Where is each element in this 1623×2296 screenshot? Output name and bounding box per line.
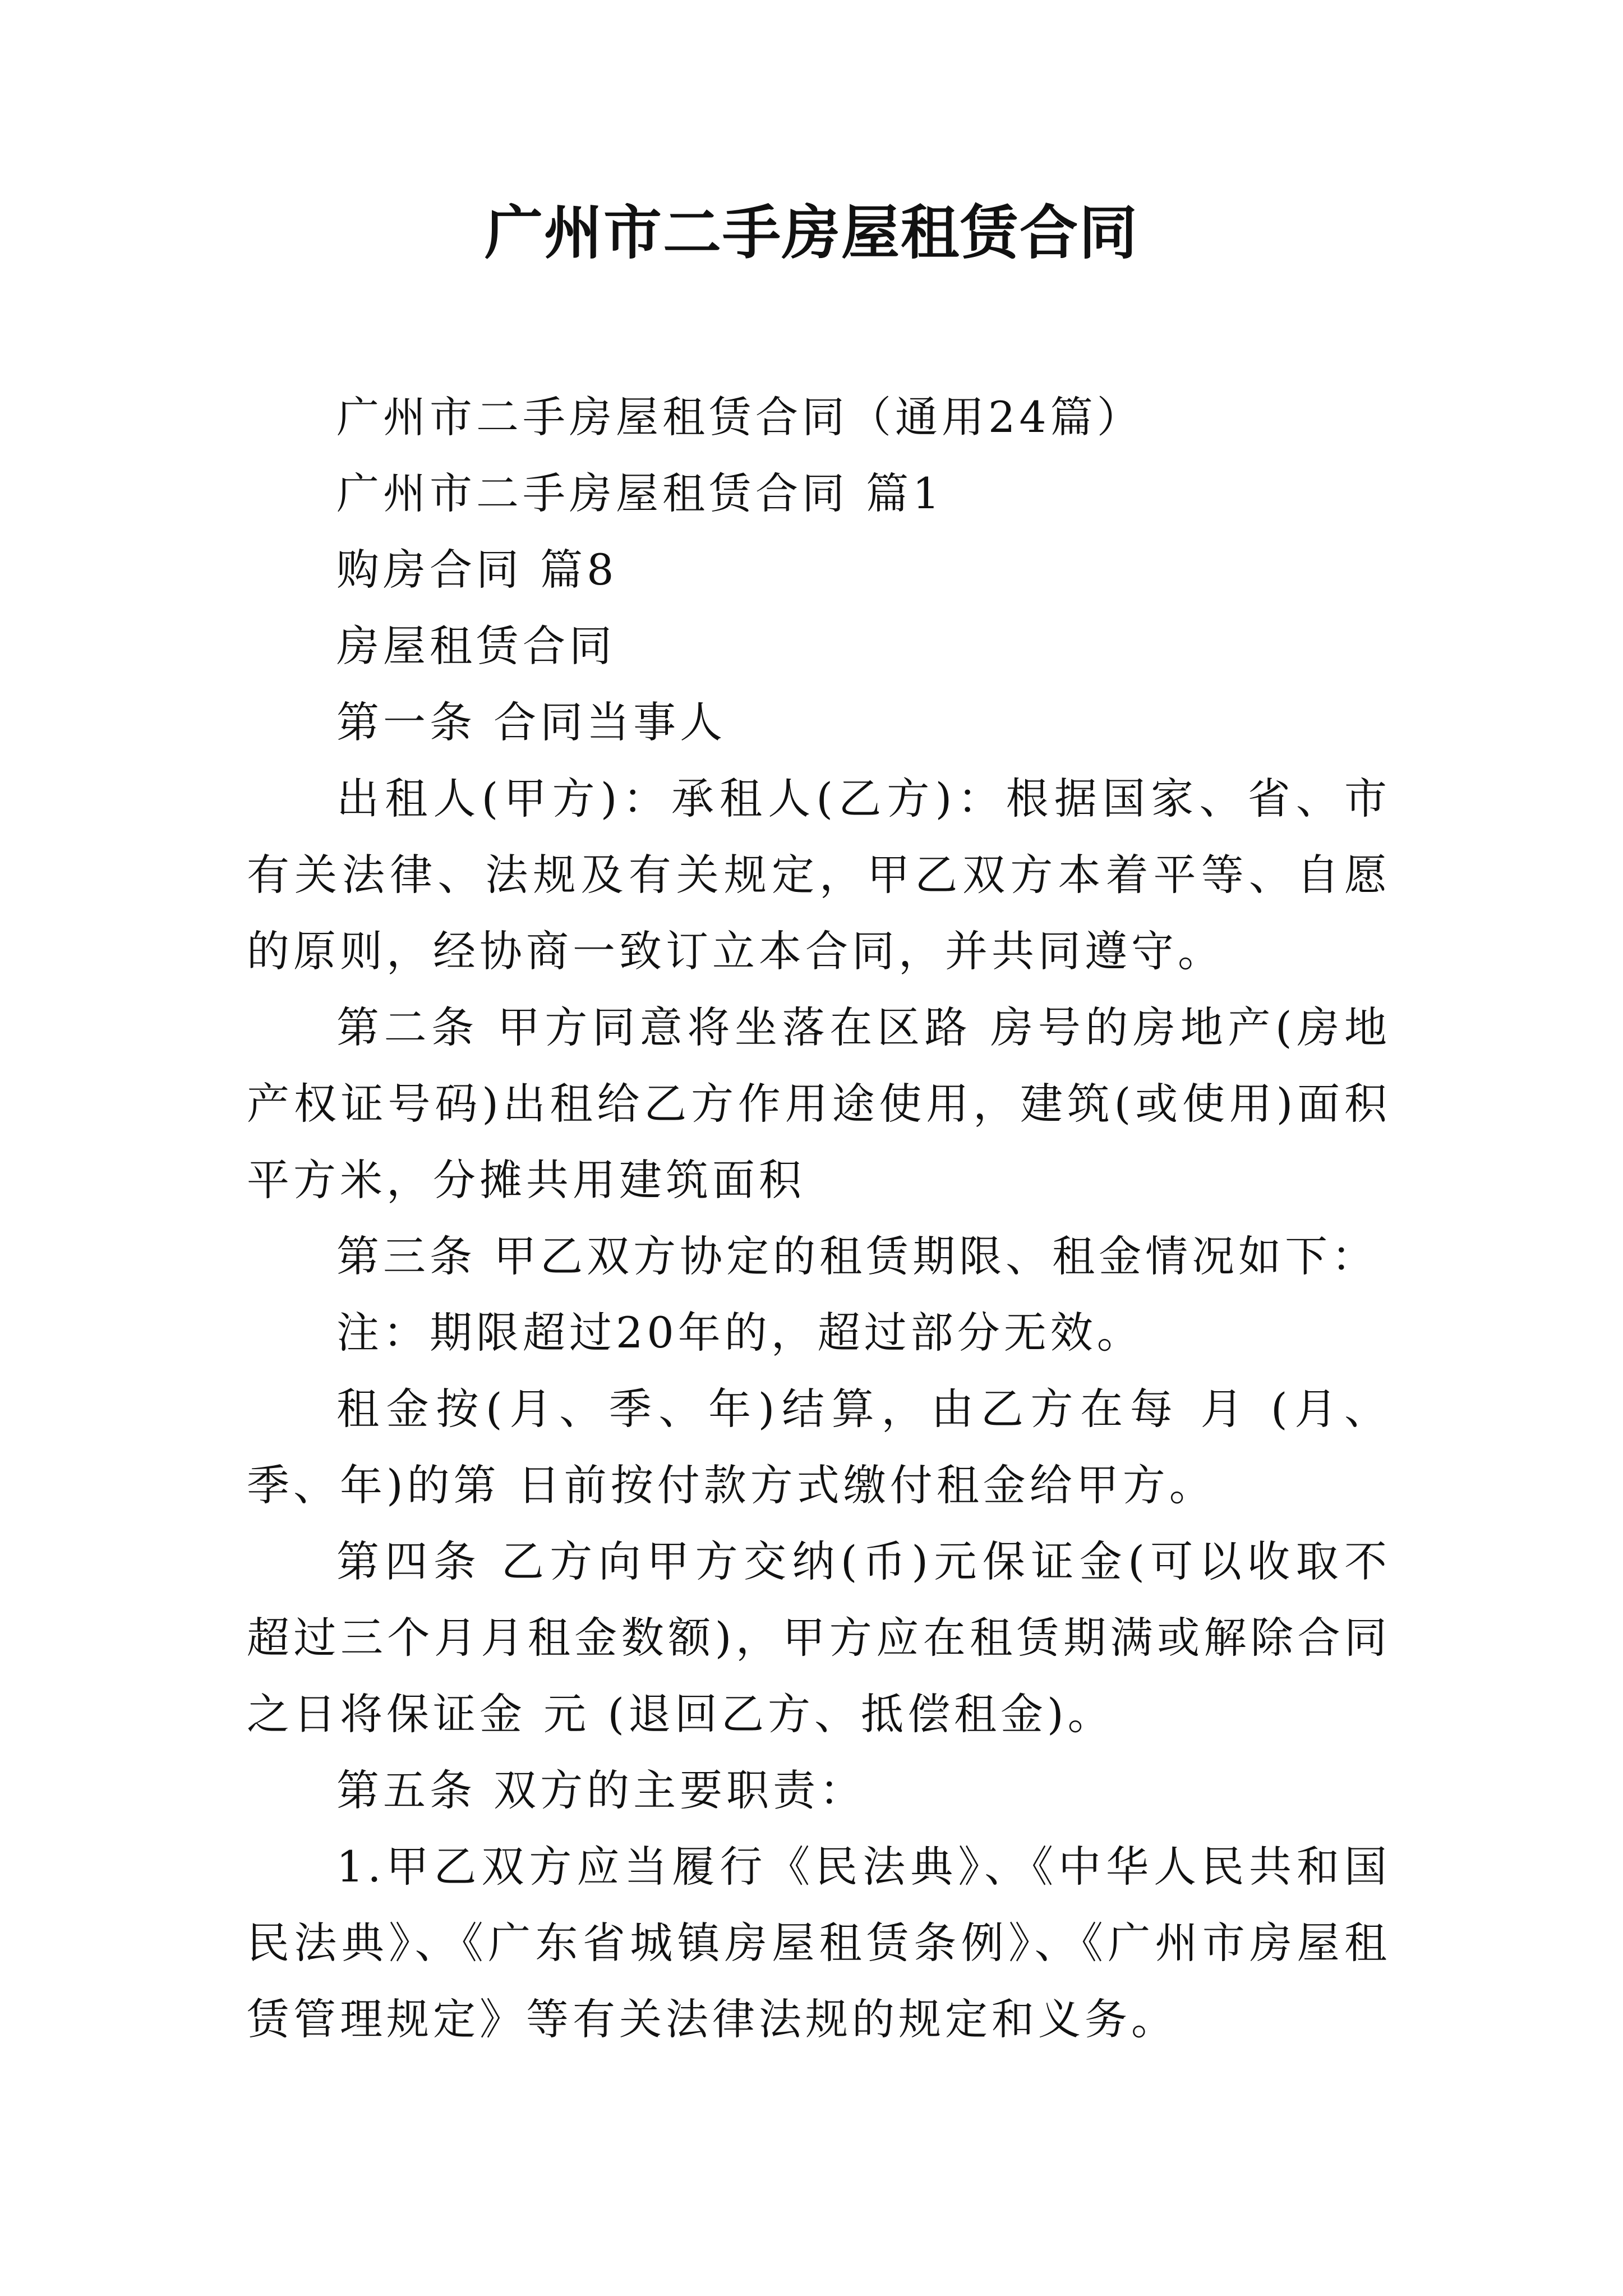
document-title: 广州市二手房屋租赁合同 [484, 198, 1138, 267]
paragraph-clause-3: 第三条 甲乙双方协定的租赁期限、租金情况如下： [336, 1231, 1378, 1281]
paragraph-parties: 出租人(甲方)：承租人(乙方)：根据国家、省、市有关法律、法规及有关规定，甲乙双方本着平等、自愿的原则，经协商一致订立本合同，并共同遵守。 [247, 774, 1391, 976]
document-body [247, 379, 1391, 2058]
paragraph-rent-settlement: 租金按(月、季、年)结算，由乙方在每 月 (月、季、年)的第 日前按付款方式缴付租金给甲方。 [247, 1384, 1391, 1510]
paragraph-sub-heading: 购房合同 篇8 [336, 545, 618, 595]
paragraph-contract-name: 房屋租赁合同 [336, 621, 616, 671]
paragraph-article-heading: 广州市二手房屋租赁合同 篇1 [336, 468, 944, 518]
paragraph-clause-2: 第二条 甲方同意将坐落在区路 房号的房地产(房地产权证号码)出租给乙方作用途使用，建筑(或使用)面积平方米，分摊共用建筑面积 [247, 1002, 1391, 1205]
paragraph-clause-4: 第四条 乙方向甲方交纳(币)元保证金(可以收取不超过三个月月租金数额)，甲方应在租赁期满或解除合同之日将保证金 元 (退回乙方、抵偿租金)。 [247, 1536, 1391, 1739]
paragraph-clause-5-item-1: 1.甲乙双方应当履行《民法典》、《中华人民共和国民法典》、《广东省城镇房屋租赁条例》、《广州市房屋租赁管理规定》等有关法律法规的规定和义务。 [247, 1842, 1391, 2044]
paragraph-note: 注：期限超过20年的，超过部分无效。 [336, 1308, 1144, 1358]
paragraph-collection-title: 广州市二手房屋租赁合同（通用24篇） [336, 392, 1144, 442]
paragraph-clause-5: 第五条 双方的主要职责： [336, 1765, 866, 1815]
paragraph-clause-1-heading: 第一条 合同当事人 [336, 697, 727, 747]
